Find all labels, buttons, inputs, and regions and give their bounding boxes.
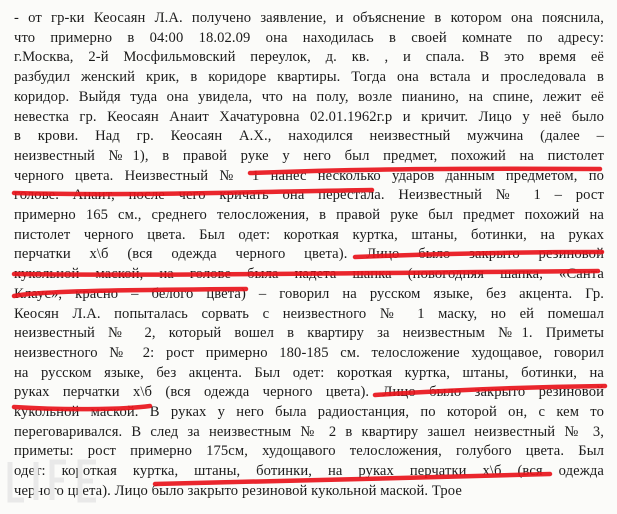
document-line: черного цвета. Неизвестный № 1 нанес несколько ударов данным предметом, по <box>14 167 604 184</box>
document-line: неизвестный № 2, который вошел в квартиру за неизвестным №1. Приметы <box>14 325 604 342</box>
document-line: пистолет черного цвета. Был одет: короткая куртка, штаны, ботинки, на руках <box>14 226 604 243</box>
document-line: перчатки х\б (вся одежда черного цвета). Лицо было закрыто резиновой <box>14 246 604 263</box>
document-line: коридор. Выйдя туда она увидела, что на полу, возле пианино, на спине, лежит её <box>14 88 604 105</box>
document-line: руках перчатки х\б (вся одежда черного цвета). Лицо было закрыто резиновой <box>14 384 604 401</box>
document-line: переговаривался. В след за неизвестным № 2 в квартиру зашел неизвестный № 3, <box>14 423 604 440</box>
document-line: невестка гр. Кеосаян Анаит Хачатуровна 02.01.1962г.р и кричит. Лицо у неё было <box>14 108 604 125</box>
document-line: - от гр-ки Кеосаян Л.А. получено заявление, и объяснение в котором она пояснила, <box>14 10 604 26</box>
document-line: кукольной маской, на голове была надета шапка (новогодняя шапка, «Санта <box>14 266 604 283</box>
life-logo <box>2 450 114 510</box>
document-line: одет: короткая куртка, штаны, ботинки, на руках перчатки х\б (вся одежда <box>14 463 604 480</box>
document-line: что примерно в 04:00 18.02.09 она находилась в своей комнате по адресу: <box>14 29 604 46</box>
document-line: в крови. Над гр. Кеосаян А.Х., находился неизвестный мужчина (далее – <box>14 128 604 145</box>
document-line: на русском языке, без акцента. Был одет: короткая куртка, штаны, ботинки, на <box>14 364 604 381</box>
document-line: г.Москва, 2-й Мосфильмовский переулок, д. кв. , и спала. В это время её <box>14 49 604 66</box>
document-line: неизвестный №1), в правой руке у него был предмет, похожий на пистолет <box>14 147 604 164</box>
document-line: приметы: рост примерно 175см, худощавого телосложения, голубого цвета. Был <box>14 443 604 460</box>
document-line: примерно 165 см., среднего телосложения, в правой руке был предмет похожий на <box>14 207 604 223</box>
document-line: неизвестного № 2: рост примерно 180-185 см. телосложение худощавое, говорил <box>14 344 604 361</box>
document-line: Кеосян Л.А. попыталась сорвать с неизвестного № 1 маску, но ей помешал <box>14 305 604 322</box>
document-line: Клаус», красно – белого цвета) – говорил на русском языке, без акцента. Гр. <box>14 285 604 302</box>
document-line: кукольной маской. В руках у него была радиостанция, по которой он, с кем то <box>14 404 604 420</box>
document-line: разбудил женский крик, в коридоре квартиры. Тогда она встала и проследовала в <box>14 69 604 86</box>
document-line: черного цвета). Лицо было закрыто резиновой кукольной маской. Трое <box>14 482 462 499</box>
document-line: голове. Анаит, после чего кричать она перестала. Неизвестный № 1 – рост <box>14 187 604 204</box>
